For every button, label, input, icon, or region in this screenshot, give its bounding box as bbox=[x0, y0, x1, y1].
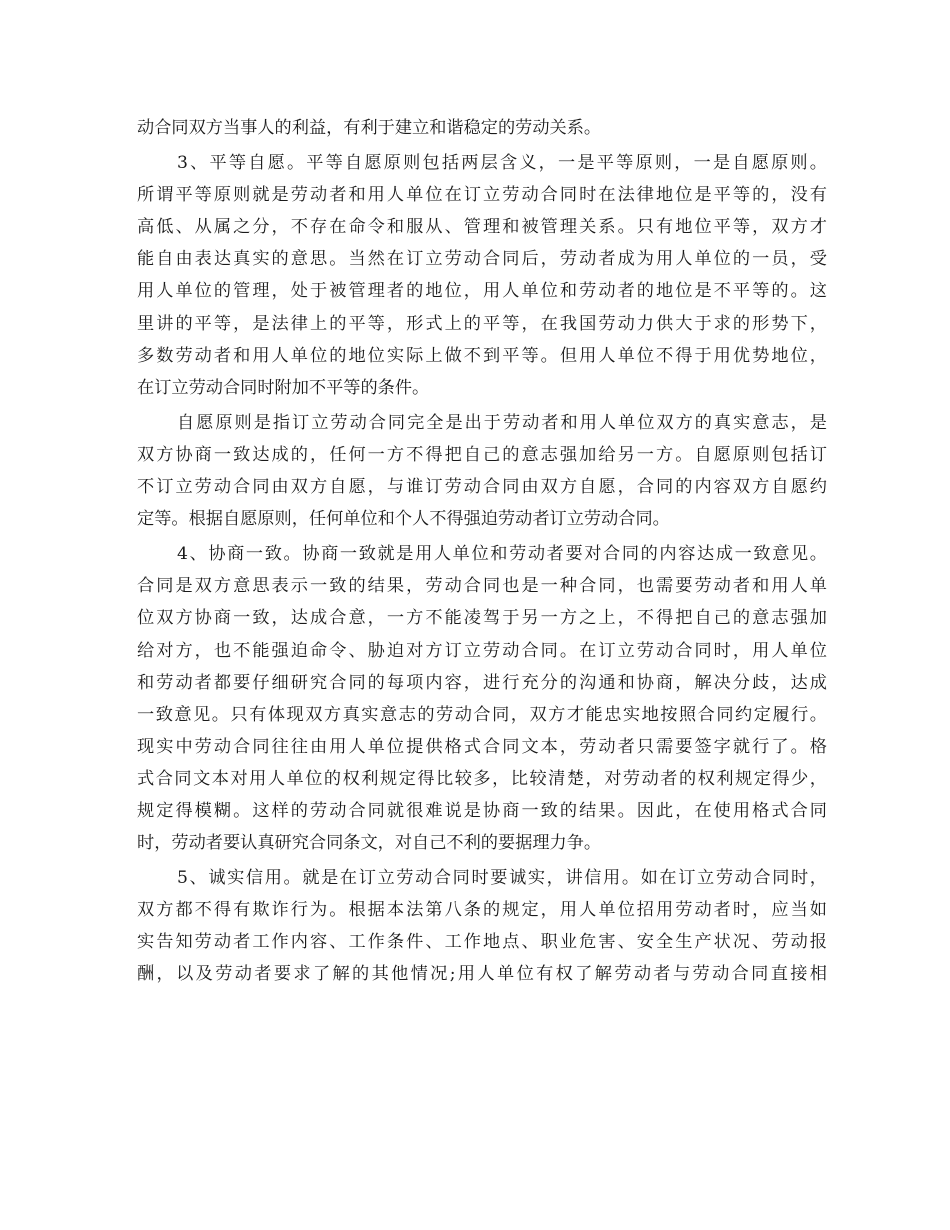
text-line: 定等。根据自愿原则，任何单位和个人不得强迫劳动者订立劳动合同。 bbox=[137, 509, 670, 530]
text-line: 动合同双方当事人的利益，有利于建立和谐稳定的劳动关系。 bbox=[137, 118, 602, 138]
paragraph bbox=[137, 112, 827, 144]
text-line: 不订立劳动合同由双方自愿，与谁订劳动合同由双方自愿，合同的内容双方自愿约 bbox=[137, 477, 827, 498]
text-line: 高低、从属之分，不存在命令和服从、管理和被管理关系。只有地位平等，双方才 bbox=[137, 217, 827, 238]
text-line: 位双方协商一致，达成合意，一方不能凌驾于另一方之上，不得把自己的意志强加 bbox=[137, 608, 827, 629]
text-line: 现实中劳动合同往往由用人单位提供格式合同文本，劳动者只需要签字就行了。格 bbox=[137, 736, 827, 757]
paragraph bbox=[137, 862, 827, 990]
text-line: 酬，以及劳动者要求了解的其他情况;用人单位有权了解劳动者与劳动合同直接相 bbox=[137, 964, 827, 985]
text-line: 用人单位的管理，处于被管理者的地位，用人单位和劳动者的地位是不平等的。这 bbox=[137, 281, 827, 302]
paragraph bbox=[137, 538, 827, 859]
paragraph bbox=[137, 147, 827, 404]
text-line: 一致意见。只有体现双方真实意志的劳动合同，双方才能忠实地按照合同约定履行。 bbox=[137, 704, 827, 725]
text-line: 给对方，也不能强迫命令、胁迫对方订立劳动合同。在订立劳动合同时，用人单位 bbox=[137, 640, 827, 661]
text-line: 双方都不得有欺诈行为。根据本法第八条的规定，用人单位招用劳动者时，应当如 bbox=[137, 900, 827, 921]
paragraph bbox=[137, 407, 827, 535]
text-line: 多数劳动者和用人单位的地位实际上做不到平等。但用人单位不得于用优势地位， bbox=[137, 345, 827, 366]
text-line: 所谓平等原则就是劳动者和用人单位在订立劳动合同时在法律地位是平等的，没有 bbox=[137, 185, 827, 206]
text-line: 4、协商一致。协商一致就是用人单位和劳动者要对合同的内容达成一致意见。 bbox=[177, 544, 827, 565]
text-line: 能自由表达真实的意思。当然在订立劳动合同后，劳动者成为用人单位的一员，受 bbox=[137, 249, 827, 270]
document-body bbox=[137, 112, 827, 991]
text-line: 里讲的平等，是法律上的平等，形式上的平等，在我国劳动力供大于求的形势下， bbox=[137, 313, 827, 334]
text-line: 和劳动者都要仔细研究合同的每项内容，进行充分的沟通和协商，解决分歧，达成 bbox=[137, 672, 827, 693]
text-line: 式合同文本对用人单位的权利规定得比较多，比较清楚，对劳动者的权利规定得少， bbox=[137, 768, 827, 789]
text-line: 5、诚实信用。就是在订立劳动合同时要诚实，讲信用。如在订立劳动合同时， bbox=[177, 868, 827, 889]
text-line: 时，劳动者要认真研究合同条文，对自己不利的要据理力争。 bbox=[137, 833, 602, 854]
text-line: 3、平等自愿。平等自愿原则包括两层含义，一是平等原则，一是自愿原则。 bbox=[177, 153, 827, 174]
text-line: 在订立劳动合同时附加不平等的条件。 bbox=[137, 377, 430, 398]
text-line: 实告知劳动者工作内容、工作条件、工作地点、职业危害、安全生产状况、劳动报 bbox=[137, 932, 827, 953]
text-line: 自愿原则是指订立劳动合同完全是出于劳动者和用人单位双方的真实意志，是 bbox=[177, 412, 827, 433]
text-line: 规定得模糊。这样的劳动合同就很难说是协商一致的结果。因此，在使用格式合同 bbox=[137, 800, 827, 821]
text-line: 双方协商一致达成的，任何一方不得把自己的意志强加给另一方。自愿原则包括订 bbox=[137, 444, 827, 465]
text-line: 合同是双方意思表示一致的结果，劳动合同也是一种合同，也需要劳动者和用人单 bbox=[137, 576, 827, 597]
